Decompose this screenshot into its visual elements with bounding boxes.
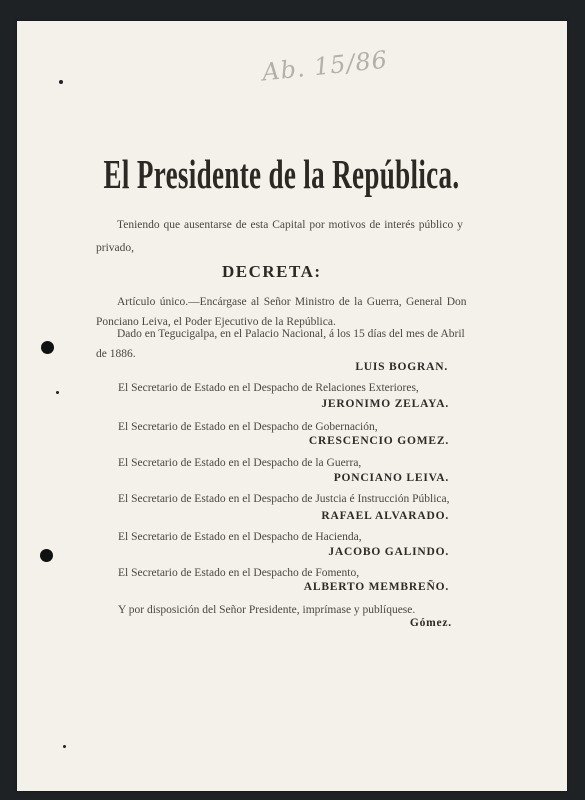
document-title: El Presidente de la República. (103, 151, 460, 197)
secretary-name: RAFAEL ALVARADO. (321, 510, 449, 522)
handwritten-note: Ab. 15/86 (260, 45, 390, 87)
president-signature: LUIS BOGRAN. (355, 361, 448, 373)
intro-line-1: Teniendo que ausentarse de esta Capital por motivos de interés público y (117, 219, 463, 231)
secretary-title: El Secretario de Estado en el Despacho de Justcia é Instrucción Pública, (118, 493, 450, 505)
secretary-title: El Secretario de Estado en el Despacho de Relaciones Exteriores, (118, 382, 419, 394)
articulo-line-1: Artículo único.—Encárgase al Señor Ministro de la Guerra, General Don (117, 296, 467, 308)
secretary-title: El Secretario de Estado en el Despacho de Fomento, (118, 567, 360, 579)
closing-line: Y por disposición del Señor Presidente, imprímase y publíquese. (118, 604, 416, 616)
margin-dot (56, 391, 59, 394)
secretary-name: CRESCENCIO GOMEZ. (308, 435, 449, 447)
secretary-name: ALBERTO MEMBREÑO. (303, 581, 449, 593)
secretary-title: El Secretario de Estado en el Despacho de la Guerra, (118, 457, 362, 469)
document-page (17, 21, 567, 791)
articulo-line-2: Ponciano Leiva, el Poder Ejecutivo de la República. (96, 316, 336, 328)
secretary-name: PONCIANO LEIVA. (333, 472, 449, 484)
margin-dot (63, 745, 66, 748)
closing-signature: Gómez. (409, 617, 452, 629)
punch-hole-bottom (40, 549, 53, 562)
punch-hole-top (41, 341, 54, 354)
dado-line-1: Dado en Tegucigalpa, en el Palacio Nacional, á los 15 días del mes de Abril (117, 328, 465, 340)
secretary-title: El Secretario de Estado en el Despacho de Hacienda, (118, 531, 362, 543)
intro-line-2: privado, (96, 242, 135, 254)
secretary-title: El Secretario de Estado en el Despacho de Gobernación, (118, 421, 378, 433)
secretary-name: JERONIMO ZELAYA. (321, 398, 449, 410)
dado-line-2: de 1886. (96, 348, 136, 360)
secretary-name: JACOBO GALINDO. (328, 546, 449, 558)
decreta-heading: DECRETA: (222, 262, 322, 281)
margin-dot (59, 80, 63, 84)
